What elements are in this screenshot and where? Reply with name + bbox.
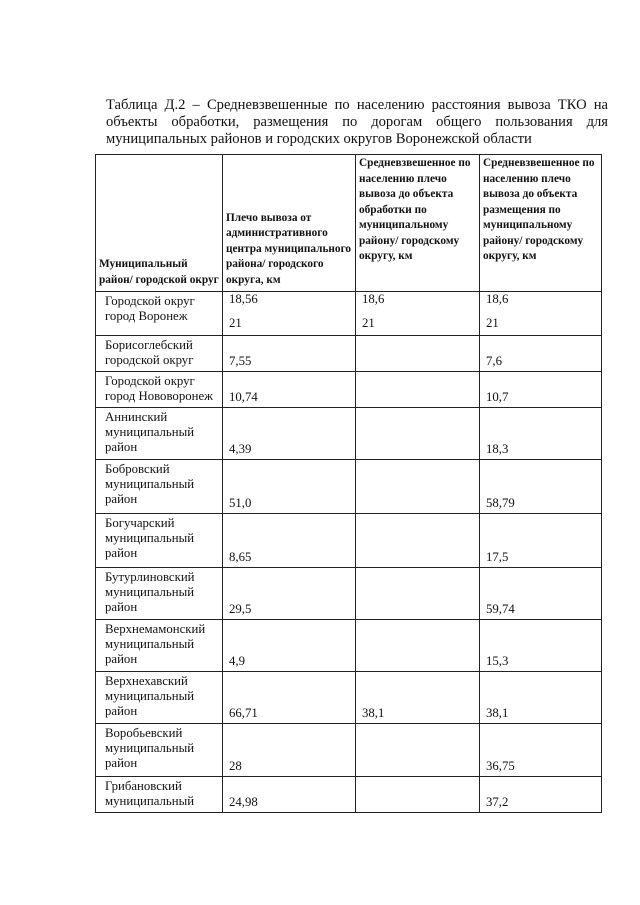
processing-distance-cell [356,777,480,813]
district-name-cell: Бутурлиновский муниципальный район [96,568,223,620]
disposal-distance-cell: 7,6 [480,336,602,372]
caption-line: муниципальных районов и городских округов Воронежской области [106,131,532,147]
admin-center-distance-cell: 4,9 [223,620,356,672]
disposal-distance-cell: 18,3 [480,408,602,460]
table-row [96,336,602,372]
processing-distance-cell: 38,1 [356,672,480,724]
disposal-distance-cell: 58,79 [480,460,602,514]
admin-center-distance-cell: 28 [223,724,356,777]
admin-center-distance-cell: 66,71 [223,672,356,724]
table-row [96,724,602,777]
admin-center-distance-cell: 29,5 [223,568,356,620]
processing-distance-cell [356,372,480,408]
value-secondary: 21 [362,316,375,330]
district-name-cell: Грибановский муниципальный [96,777,223,813]
disposal-distance-cell: 10,7 [480,372,602,408]
header-district: Муниципальный район/ городской округ [96,155,223,292]
table-caption [106,97,608,148]
admin-center-distance-cell: 51,0 [223,460,356,514]
district-name-cell: Городской округ город Нововоронеж [96,372,223,408]
value-primary: 18,56 [229,292,258,306]
disposal-distance-cell: 59,74 [480,568,602,620]
value-primary: 18,6 [362,292,385,306]
disposal-distance-cell: 15,3 [480,620,602,672]
admin-center-distance-cell: 24,98 [223,777,356,813]
disposal-distance-cell: 36,75 [480,724,602,777]
district-name-cell: Верхнехавский муниципальный район [96,672,223,724]
district-name-cell: Бобровский муниципальный район [96,460,223,514]
admin-center-distance-cell: 4,39 [223,408,356,460]
processing-distance-cell [356,724,480,777]
table-row [96,408,602,460]
disposal-distance-cell: 37,2 [480,777,602,813]
processing-distance-cell [356,336,480,372]
table-header-row [96,155,602,292]
data-table [95,154,602,813]
disposal-distance-cell: 17,5 [480,514,602,568]
table-row [96,292,602,336]
caption-line: объекты обработки, размещения по дорогам общего пользования для [106,114,608,130]
district-name-cell: Городской округ город Воронеж [96,292,223,336]
disposal-distance-cell [480,292,602,336]
admin-center-distance-cell [223,292,356,336]
table-row [96,777,602,813]
table-row [96,372,602,408]
table-row [96,514,602,568]
header-disposal-distance: Средневзвешенное по населению плечо вывоза до объекта размещения по муниципальному району/ городскому округу, км [480,155,602,292]
header-processing-distance: Средневзвешенное по населению плечо вывоза до объекта обработки по муниципальному району/ городскому округу, км [356,155,480,292]
admin-center-distance-cell: 8,65 [223,514,356,568]
processing-distance-cell [356,408,480,460]
table-row [96,460,602,514]
processing-distance-cell [356,460,480,514]
disposal-distance-cell: 38,1 [480,672,602,724]
value-primary: 18,6 [486,292,509,306]
value-secondary: 21 [229,316,242,330]
admin-center-distance-cell: 7,55 [223,336,356,372]
processing-distance-cell [356,292,480,336]
table-row [96,620,602,672]
caption-line: Таблица Д.2 – Средневзвешенные по населению расстояния вывоза ТКО на [106,97,608,113]
district-name-cell: Воробьевский муниципальный район [96,724,223,777]
value-secondary: 21 [486,316,499,330]
district-name-cell: Аннинский муниципальный район [96,408,223,460]
district-name-cell: Борисоглебский городской округ [96,336,223,372]
table-row [96,672,602,724]
processing-distance-cell [356,620,480,672]
district-name-cell: Верхнемамонский муниципальный район [96,620,223,672]
district-name-cell: Богучарский муниципальный район [96,514,223,568]
admin-center-distance-cell: 10,74 [223,372,356,408]
table-row [96,568,602,620]
header-admin-center-distance: Плечо вывоза от административного центра муниципального района/ городского округа, км [223,155,356,292]
processing-distance-cell [356,568,480,620]
processing-distance-cell [356,514,480,568]
